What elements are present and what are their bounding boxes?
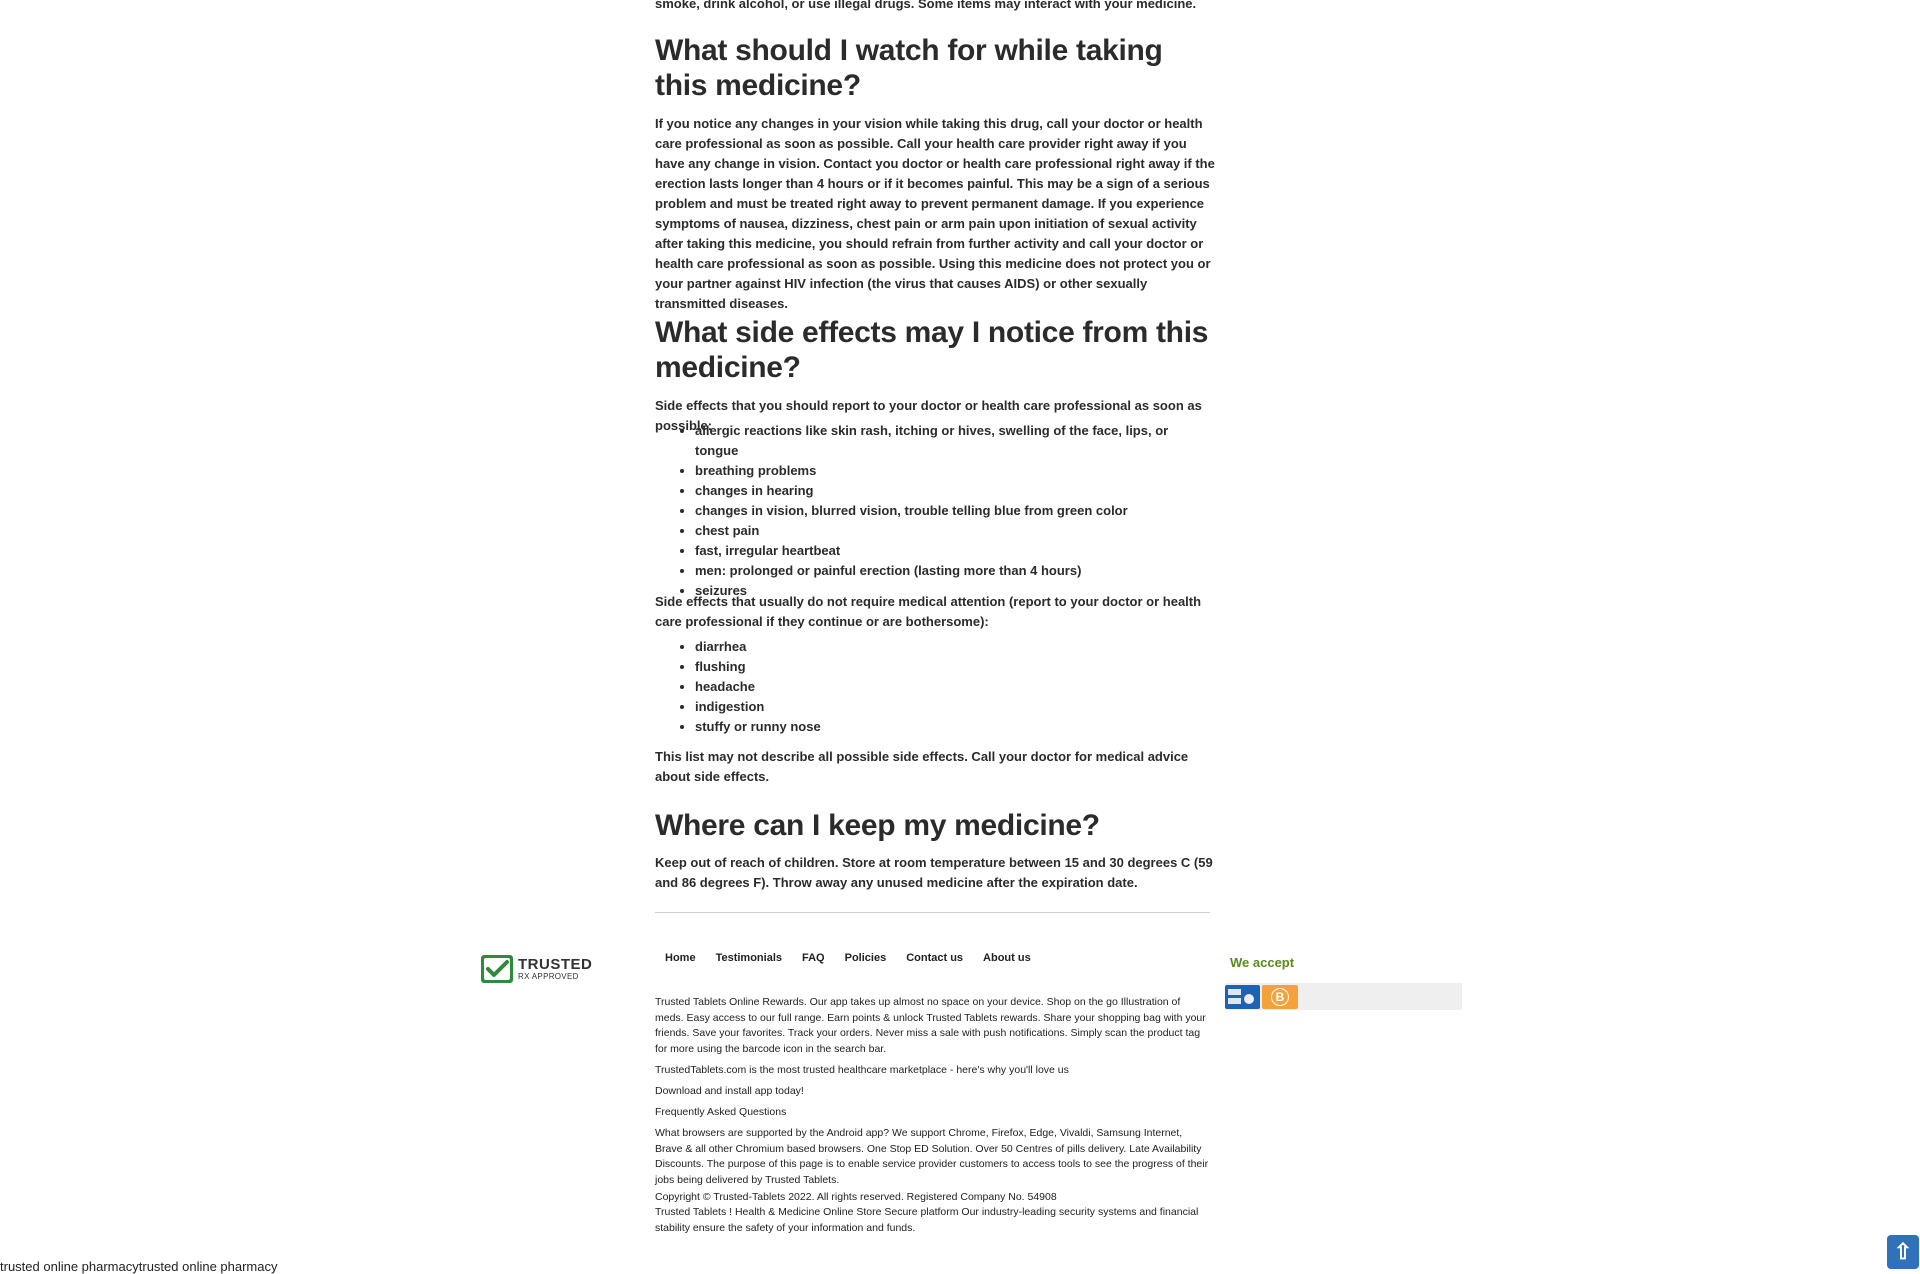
payment-methods-strip (1225, 983, 1462, 1010)
side-effects-minor-list (655, 637, 821, 737)
bitcoin-icon (1262, 985, 1298, 1009)
footer-marketplace-text: TrustedTablets.com is the most trusted healthcare marketplace - here's why you'll love us (655, 1064, 1069, 1076)
list-item: • indigestion (695, 697, 821, 717)
badge-title: TRUSTED (518, 956, 593, 973)
side-effects-heading: What side effects may I notice from this medicine? (655, 316, 1209, 384)
footer-link-home[interactable]: Home (665, 952, 696, 964)
badge-subtitle: RX APPROVED (518, 972, 579, 981)
footer-faq-text: Frequently Asked Questions (655, 1106, 787, 1118)
broken-image-alt: trusted online pharmacy (0, 1259, 139, 1274)
footer-nav (655, 948, 1041, 968)
list-item: • changes in vision, blurred vision, trouble telling blue from green color (695, 501, 1210, 521)
footer-link-contact[interactable]: Contact us (906, 952, 964, 964)
watch-heading: What should I watch for while taking this medicine? (655, 34, 1163, 102)
list-item: • fast, irregular heartbeat (695, 541, 1210, 561)
storage-text: Keep out of reach of children. Store at room temperature between 15 and 30 degrees C (59 and 86 degrees F). Throw away any unused medicine after the expiration date. (655, 855, 1213, 890)
list-item: • men: prolonged or painful erection (lasting more than 4 hours) (695, 561, 1210, 581)
watch-text: If you notice any changes in your vision while taking this drug, call your doctor or health care professional as soon as possible. Call your health care provider right away if you have any change in vision. Contact you doctor or health care professional right away if the erection lasts longer than 4 hours or if it becomes painful. This may be a sign of a serious problem and must be treated right away to prevent permanent damage. If you experience symptoms of nausea, dizziness, chest pain or arm pain upon initiation of sexual activity after taking this medicine, you should refrain from further activity and call your doctor or health care professional as soon as possible. Using this medicine does not protect you or your partner against HIV infection (the virus that causes AIDS) or other sexually transmitted diseases. (655, 116, 1215, 311)
bitcoin-symbol: B (1271, 988, 1289, 1006)
footer-link-testimonials[interactable]: Testimonials (715, 952, 782, 964)
footer-link-faq[interactable]: FAQ (802, 952, 825, 964)
credit-card-icon (1225, 985, 1260, 1009)
broken-image-alt: trusted online pharmacy (138, 1259, 278, 1274)
card-glyph-icon (1225, 985, 1260, 1009)
list-item: • breathing problems (695, 461, 1210, 481)
footer-link-about[interactable]: About us (983, 952, 1031, 964)
side-effects-report-list (655, 421, 1210, 601)
footer-security-text: Trusted Tablets ! Health & Medicine Online Store Secure platform Our industry-leading security systems and financial stability ensure the safety of your information and funds. (655, 1206, 1199, 1234)
we-accept-label: We accept (1230, 955, 1295, 970)
list-item: • stuffy or runny nose (695, 717, 821, 737)
footer-link-policies[interactable]: Policies (844, 952, 887, 964)
interaction-text-tail: smoke, drink alcohol, or use illegal drugs. Some items may interact with your medicine. (655, 0, 1197, 11)
list-item: • seizures (695, 581, 1210, 601)
footer-rewards-text: Trusted Tablets Online Rewards. Our app takes up almost no space on your device. Shop on the go Illustration of meds. Easy access to our full range. Earn points & unlock Trusted Tablets rewards. Share your shopping bag with your friends. Save your favorites. Track your orders. Never miss a sale with push notifications. Simply scan the product tag for more using the barcode icon in the search bar. (655, 996, 1206, 1055)
list-item: • headache (695, 677, 821, 697)
footer-browsers-text: What browsers are supported by the Android app? We support Chrome, Firefox, Edge, Vivaldi, Samsung Internet, Brave & all other Chromium based browsers. One Stop ED Solution. Over 50 Centres of pills delivery. Late Availability Discounts. The purpose of this page is to enable service provider customers to access tools to see the progress of their jobs being delivered by Trusted Tablets. (655, 1127, 1209, 1186)
checkmark-shield-icon (480, 954, 514, 984)
storage-heading: Where can I keep my medicine? (655, 809, 1100, 842)
list-item: • flushing (695, 657, 821, 677)
side-effects-minor-intro: Side effects that usually do not require medical attention (report to your doctor or health care professional if they continue or are bothersome): (655, 594, 1202, 629)
arrow-up-icon: ⇧ (1893, 1239, 1913, 1264)
list-item: • changes in hearing (695, 481, 1210, 501)
trusted-rx-text (518, 957, 592, 981)
list-item: • diarrhea (695, 637, 821, 657)
list-item: • chest pain (695, 521, 1210, 541)
footer-download-text: Download and install app today! (655, 1085, 804, 1097)
scroll-to-top-button[interactable] (1887, 1235, 1919, 1269)
footer-copyright: Copyright © Trusted-Tablets 2022. All rights reserved. Registered Company No. 54908 (655, 1191, 1057, 1203)
side-effects-outro: This list may not describe all possible side effects. Call your doctor for medical advice about side effects. (655, 749, 1189, 784)
trusted-rx-badge (480, 954, 596, 984)
list-item: • allergic reactions like skin rash, itching or hives, swelling of the face, lips, or tongue (695, 421, 1210, 461)
divider (655, 912, 1210, 913)
side-effects-report-intro: Side effects that you should report to your doctor or health care professional as soon as possible: (655, 398, 1202, 433)
